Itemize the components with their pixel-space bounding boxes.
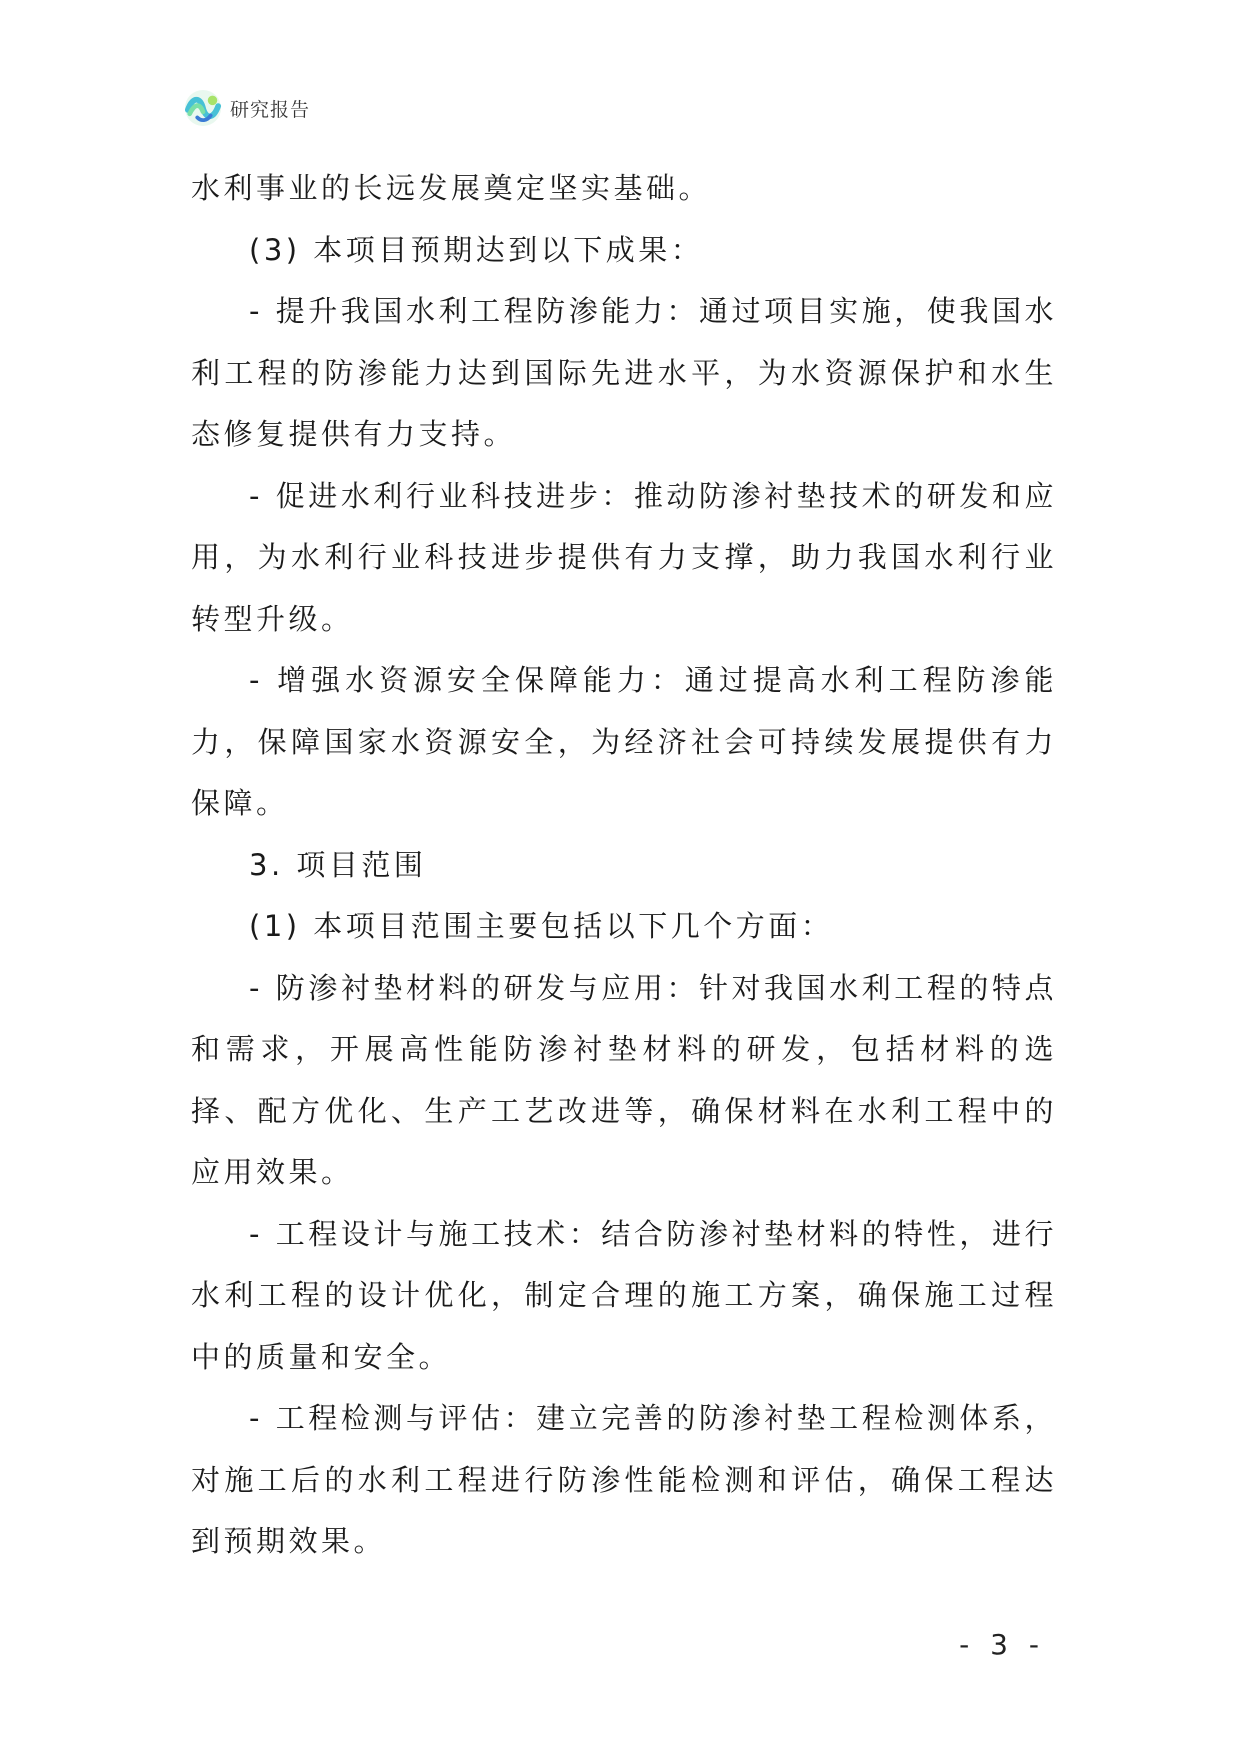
page-header [184,88,310,128]
paragraph-expected-results-intro: (3) 本项目预期达到以下成果： [249,232,704,267]
header-title: 研究报告 [230,98,311,121]
paragraph-result-anti-seepage: - 提升我国水利工程防渗能力：通过项目实施，使我国水利工程的防渗能力达到国际先进水平，为水资源保护和水生态修复提供有力支持。 [191,294,1057,451]
section-heading-project-scope: 3. 项目范围 [249,847,427,882]
paragraph-scope-intro: (1) 本项目范围主要包括以下几个方面： [249,909,834,943]
document-body [191,158,1057,1573]
paragraph-scope-design-construction: - 工程设计与施工技术：结合防渗衬垫材料的特性，进行水利工程的设计优化，制定合理的施工方案，确保施工过程中的质量和安全。 [191,1216,1057,1374]
logo-icon [184,89,222,127]
page-number: - 3 - [959,1628,1045,1661]
paragraph-result-water-security: - 增强水资源安全保障能力：通过提高水利工程防渗能力，保障国家水资源安全，为经济社会可持续发展提供有力保障。 [191,663,1057,820]
paragraph-continuation: 水利事业的长远发展奠定坚实基础。 [191,171,712,205]
paragraph-result-tech-progress: - 促进水利行业科技进步：推动防渗衬垫技术的研发和应用，为水利行业科技进步提供有力支撑，助力我国水利行业转型升级。 [191,478,1057,636]
paragraph-scope-inspection: - 工程检测与评估：建立完善的防渗衬垫工程检测体系，对施工后的水利工程进行防渗性能检测和评估，确保工程达到预期效果。 [191,1401,1057,1558]
paragraph-scope-materials: - 防渗衬垫材料的研发与应用：针对我国水利工程的特点和需求，开展高性能防渗衬垫材料的研发，包括材料的选择、配方优化、生产工艺改进等，确保材料在水利工程中的应用效果。 [191,970,1057,1189]
